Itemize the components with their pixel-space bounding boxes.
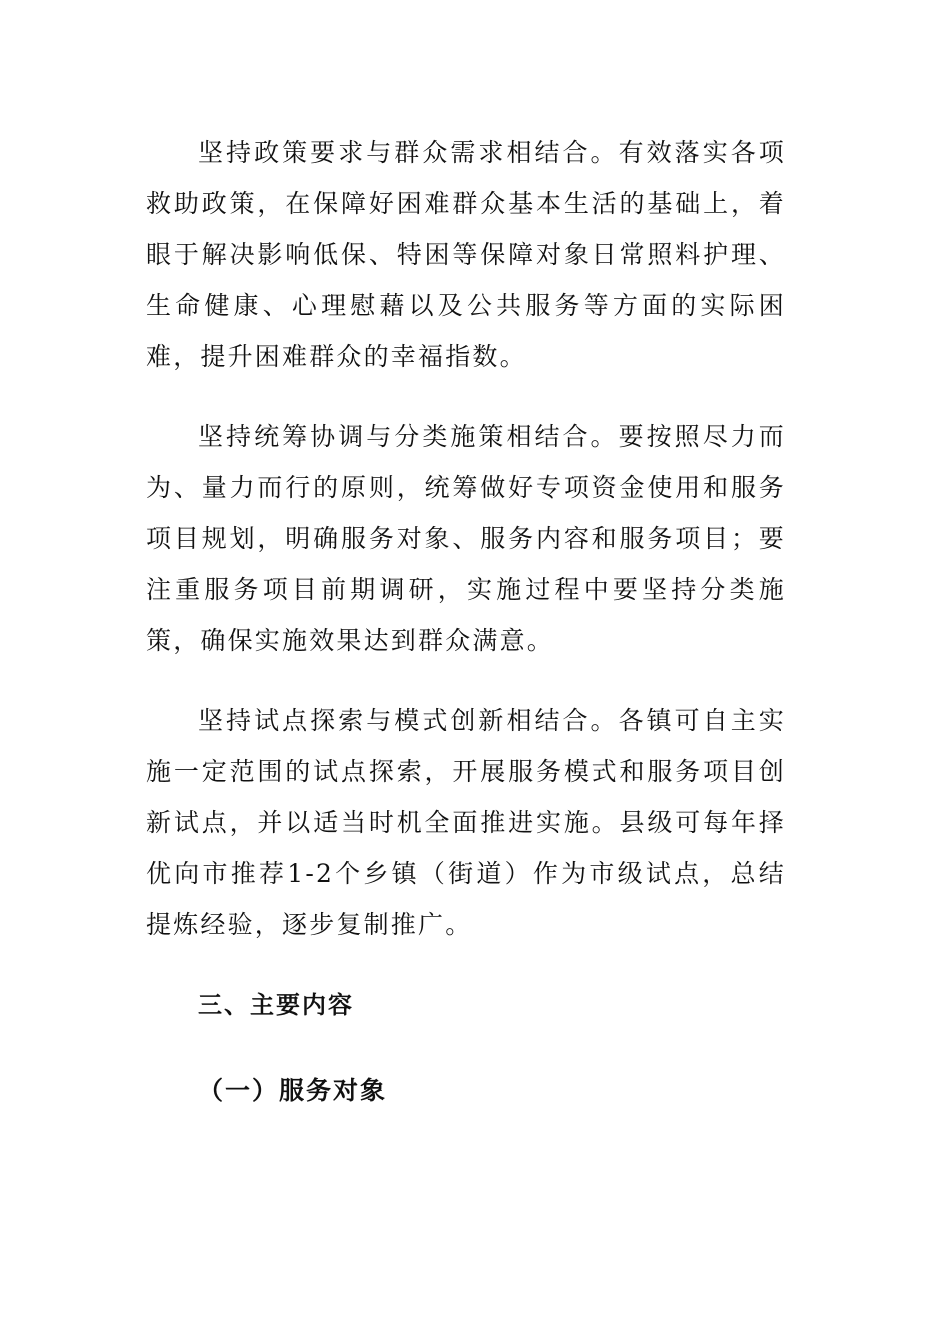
paragraph-pilot: 坚持试点探索与模式创新相结合。各镇可自主实施一定范围的试点探索，开展服务模式和服务项目创新试点，并以适当时机全面推进实施。县级可每年择优向市推荐1-2个乡镇（街道）作为市级试点，总结提炼经验，逐步复制推广。 (146, 706, 786, 939)
paragraph-policy-needs: 坚持政策要求与群众需求相结合。有效落实各项救助政策，在保障好困难群众基本生活的基础上，着眼于解决影响低保、特困等保障对象日常照料护理、生命健康、心理慰藉以及公共服务等方面的实际困难，提升困难群众的幸福指数。 (146, 138, 786, 371)
section-heading: 三、主要内容 (198, 991, 354, 1019)
paragraph-coordination: 坚持统筹协调与分类施策相结合。要按照尽力而为、量力而行的原则，统筹做好专项资金使用和服务项目规划，明确服务对象、服务内容和服务项目；要注重服务项目前期调研，实施过程中要坚持分类施策，确保实施效果达到群众满意。 (146, 422, 786, 655)
subsection-heading: （一）服务对象 (198, 1076, 388, 1105)
